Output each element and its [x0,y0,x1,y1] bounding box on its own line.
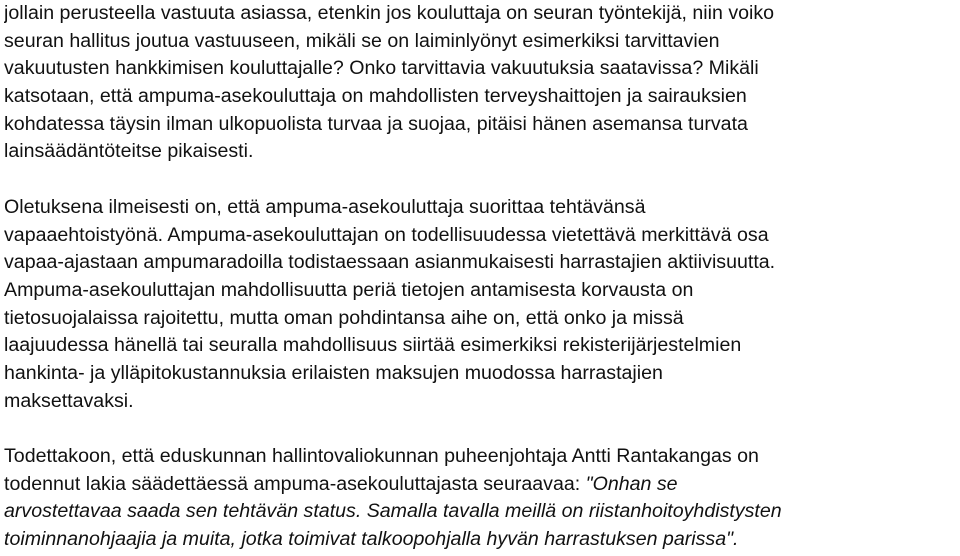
text-line: kohdatessa täysin ilman ulkopuolista turvaa ja suojaa, pitäisi hänen asemansa turvata [4,112,748,135]
text-line: Ampuma-asekouluttajan mahdollisuutta periä tietojen antamisesta korvausta on [4,278,694,301]
quote-text: toiminnanohjaajia ja muita, jotka toimivat talkoopohjalla hyvän harrastuksen parissa". [4,528,739,551]
paragraph-3 [4,443,959,554]
text-line: seuran hallitus joutua vastuuseen, mikäli se on laiminlyönyt esimerkiksi tarvittavien [4,29,720,52]
paragraph-spacer [4,415,959,443]
text-plain: todennut lakia säädettäessä ampuma-asekouluttajasta seuraavaa: [4,472,586,495]
paragraph-spacer [4,166,959,194]
text-line: laajuudessa hänellä tai seuralla mahdollisuus siirtää esimerkiksi rekisterijärjestelmien [4,334,742,357]
paragraph-1 [4,0,959,166]
quote-text: arvostettavaa saada sen tehtävän status. Samalla tavalla meillä on riistanhoitoyhdistysten [4,500,782,523]
text-line: katsotaan, että ampuma-asekouluttaja on mahdollisten terveyshaittojen ja sairauksien [4,85,747,108]
text-line [4,471,959,499]
document-page [4,0,959,554]
text-line: tietosuojalaissa rajoitettu, mutta oman pohdintansa aihe on, että onko ja missä [4,306,684,329]
text-line: vakuutusten hankkimisen kouluttajalle? Onko tarvittavia vakuutuksia saatavissa? Mikäli [4,57,759,80]
paragraph-2 [4,194,959,416]
text-line: Oletuksena ilmeisesti on, että ampuma-asekouluttaja suorittaa tehtävänsä [4,195,646,218]
text-line: lainsäädäntöteitse pikaisesti. [4,140,254,163]
text-line: vapaa-ajastaan ampumaradoilla todistaessaan asianmukaisesti harrastajien aktiivisuutta. [4,251,776,274]
text-line: hankinta- ja ylläpitokustannuksia erilaisten maksujen muodossa harrastajien [4,361,663,384]
quote-text: "Onhan se [585,472,678,495]
text-line: vapaaehtoistyönä. Ampuma-asekouluttajan on todellisuudessa vietettävä merkittävä osa [4,223,769,246]
text-line: maksettavaksi. [4,389,134,412]
text-line: jollain perusteella vastuuta asiassa, etenkin jos kouluttaja on seuran työntekijä, niin voiko [4,2,775,24]
text-line: Todettakoon, että eduskunnan hallintovaliokunnan puheenjohtaja Antti Rantakangas on [4,445,759,467]
